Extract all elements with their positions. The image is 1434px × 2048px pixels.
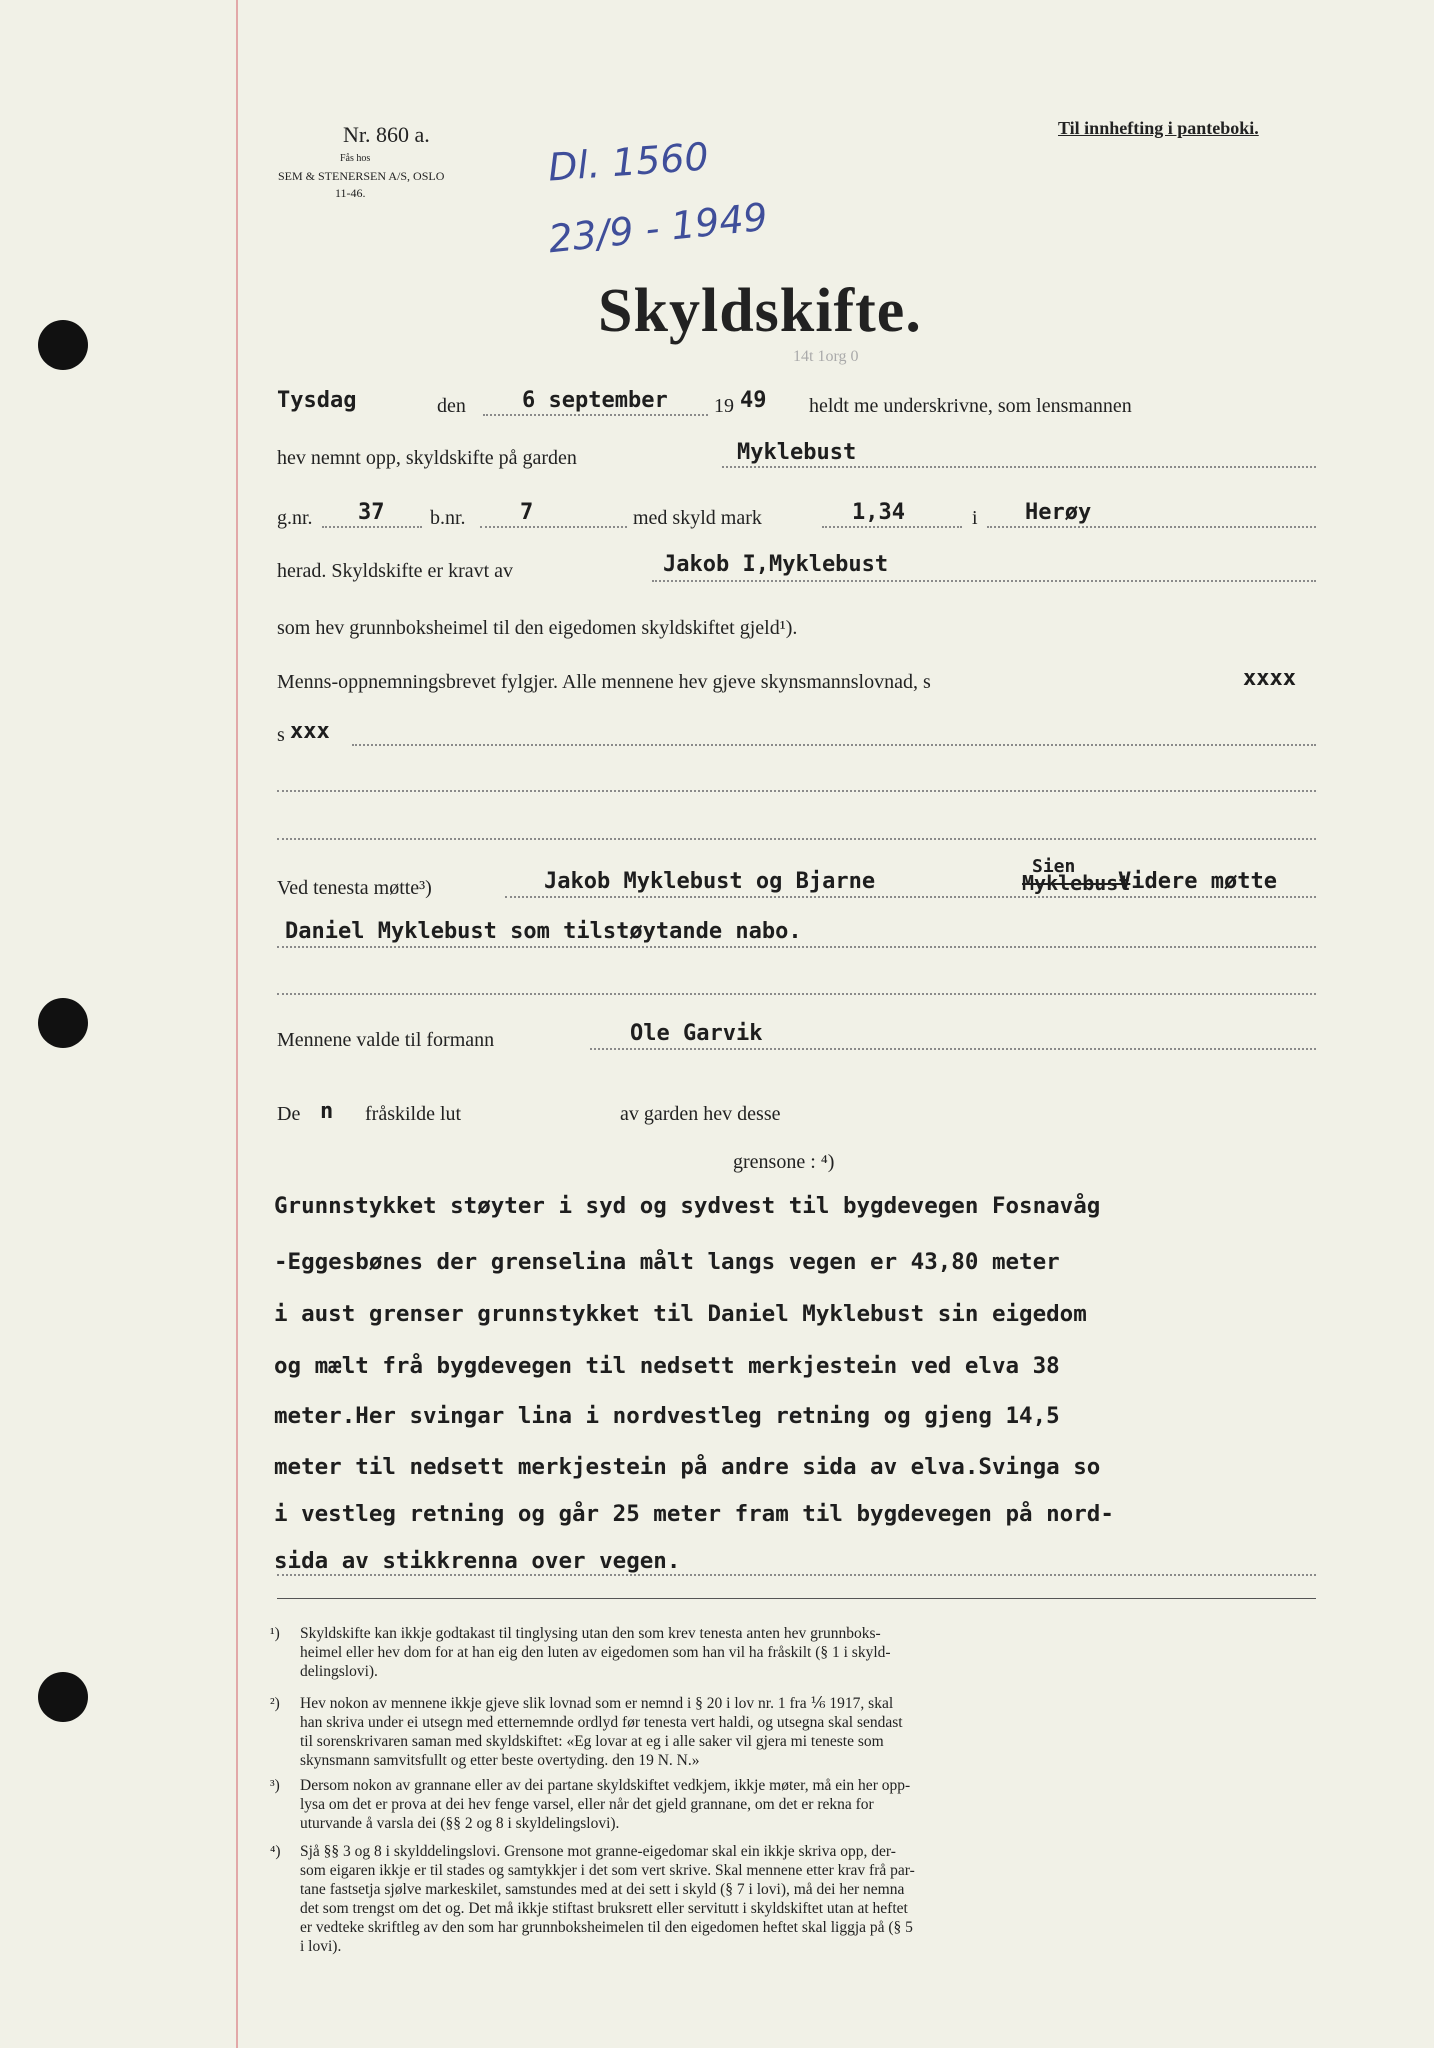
footnote-line: Dersom nokon av grannane eller av dei partane skyldskiftet vedkjem, ikkje møter, må ein her opp- — [300, 1777, 911, 1794]
boundary-line: i vestleg retning og går 25 meter fram til bygdevegen på nord- — [274, 1501, 1114, 1527]
met-value-line2: Daniel Myklebust som tilstøytande nabo. — [285, 919, 802, 944]
boundary-line: Grunnstykket støyter i syd og sydvest til bygdevegen Fosnavåg — [274, 1193, 1101, 1219]
footnote-line: lysa om det er prova at dei hev fenge varsel, eller når det gjeld grannane, om det er rekna for — [300, 1796, 874, 1813]
footnote-line: som eigaren ikkje er til stades og samtykkjer i det som vert skrive. Skal mennene etter krav frå par- — [300, 1862, 915, 1879]
municipality-value: Herøy — [1025, 500, 1092, 525]
form-text: Menns-oppnemningsbrevet fylgjer. Alle mennene hev gjeve skynsmannslovnad, s — [277, 671, 931, 693]
form-text: herad. Skyldskifte er kravt av — [277, 560, 514, 582]
footnote-line: Skyldskifte kan ikkje godtakast til tinglysing utan den som krev tenesta anten hev grunnboks- — [300, 1625, 881, 1642]
date-value: 6 september — [522, 388, 668, 413]
gnr-label: g.nr. — [277, 507, 313, 529]
footnote-line: uturvande å varsla dei (§§ 2 og 8 i skyldelingslovi). — [300, 1815, 620, 1832]
footnote-line: til sorenskrivaren saman med skyldskiftet: «Eg lovar at eg i alle saker vil gjera mi teneste som — [300, 1733, 884, 1750]
farm-value: Myklebust — [737, 440, 857, 465]
gnr-value: 37 — [358, 500, 385, 525]
form-text: fråskilde lut — [365, 1103, 462, 1125]
boundary-line: -Eggesbønes der grenselina målt langs vegen er 43,80 meter — [274, 1249, 1060, 1275]
footnote-line: heimel eller hev dom for at han eig den luten av eigedomen som han vil ha fråskilt (§ 1 i skyld- — [300, 1644, 891, 1661]
footnote-separator — [277, 1598, 1316, 1599]
s-prefix: s — [277, 724, 285, 746]
met-label: Ved tenesta møtte³) — [277, 877, 432, 899]
footnote-line: Sjå §§ 3 og 8 i skylddelingslovi. Grensone mot granne-eigedomar skal ein ikkje skriva opp, der- — [300, 1843, 896, 1860]
form-text: heldt me underskrivne, som lensmannen — [809, 395, 1132, 417]
handwritten-reference: Dl. 1560 — [546, 134, 711, 190]
struck-text: xxx — [290, 719, 330, 744]
form-text: grensone : ⁴) — [733, 1151, 835, 1173]
met-continued: Videre møtte — [1118, 869, 1277, 894]
boundary-line: sida av stikkrenna over vegen. — [274, 1548, 681, 1574]
day-value: Tysdag — [277, 388, 357, 413]
document-title: Skyldskifte. — [598, 277, 922, 345]
boundary-line: meter til nedsett merkjestein på andre sida av elva.Svinga so — [274, 1454, 1101, 1480]
footnote-number: ²) — [270, 1695, 280, 1712]
footnote — [270, 1842, 1320, 1956]
year-prefix: 19 — [714, 395, 734, 417]
footnote-line: i lovi). — [300, 1938, 342, 1955]
bnr-value: 7 — [520, 500, 534, 525]
footnote-line: er vedteke skriftleg av den som har grunnboksheimelen til den eigedomen heftet skal liggja på (§ 5 — [300, 1919, 913, 1936]
footnote-line: han skriva under ei utsegn med etternemnde ordlyd før tenesta vert haldi, og utsegna skal sendast — [300, 1714, 903, 1731]
form-text: av garden hev desse — [620, 1103, 781, 1125]
form-text: Mennene valde til formann — [277, 1029, 495, 1051]
publisher-line: SEM & STENERSEN A/S, OSLO — [278, 169, 445, 183]
publisher-line: Fås hos — [340, 153, 371, 164]
form-number: Nr. 860 a. — [343, 122, 430, 147]
i-label: i — [972, 507, 978, 529]
top-right-note: Til innhefting i panteboki. — [1058, 118, 1259, 138]
footnote — [270, 1694, 1320, 1770]
publisher-line: 11-46. — [335, 186, 366, 200]
form-text: hev nemnt opp, skyldskifte på garden — [277, 447, 577, 469]
met-correction: Sien — [1032, 856, 1076, 877]
punch-hole — [38, 320, 88, 370]
requester-value: Jakob I,Myklebust — [663, 552, 889, 577]
formann-value: Ole Garvik — [630, 1021, 763, 1046]
punch-hole — [38, 1672, 88, 1722]
bnr-label: b.nr. — [430, 507, 466, 529]
met-value: Jakob Myklebust og Bjarne — [544, 869, 876, 894]
footnote-number: ⁴) — [270, 1843, 281, 1860]
footnote — [270, 1776, 1320, 1833]
footnote-line: skynsmann samvitsfullt og etter beste overtyding. den 19 N. N.» — [300, 1752, 700, 1769]
de-label: De — [277, 1103, 301, 1125]
skyld-value: 1,34 — [852, 500, 905, 525]
form-text: som hev grunnboksheimel til den eigedomen skyldskiftet gjeld¹). — [277, 617, 798, 639]
de-n-value: n — [320, 1099, 334, 1124]
year-value: 49 — [740, 388, 767, 413]
footnote-number: ¹) — [270, 1625, 280, 1642]
footnote-line: Hev nokon av mennene ikkje gjeve slik lovnad som er nemnd i § 20 i lov nr. 1 fra ⅙ 1917, skal — [300, 1695, 894, 1712]
punch-hole — [38, 998, 88, 1048]
boundary-line: i aust grenser grunnstykket til Daniel Myklebust sin eigedom — [274, 1301, 1087, 1327]
struck-text: Myklebust — [1022, 871, 1131, 895]
faint-note: 14t 1org 0 — [793, 348, 859, 365]
handwritten-date: 23/9 - 1949 — [546, 194, 770, 262]
footnote-line: det som trengst om det og. Det må ikkje stiftast bruksrett eller servitutt i skyldskiftet utan at heftet — [300, 1900, 908, 1917]
struck-text: xxxx — [1243, 666, 1296, 691]
skyld-label: med skyld mark — [633, 507, 762, 529]
boundary-line: og mælt frå bygdevegen til nedsett merkjestein ved elva 38 — [274, 1353, 1060, 1379]
footnote — [270, 1624, 1320, 1681]
boundary-line: meter.Her svingar lina i nordvestleg retning og gjeng 14,5 — [274, 1403, 1060, 1429]
footnote-line: tane fastsetja sjølve markeskilet, samstundes med at dei sett i skyld (§ 7 i lovi), må dei her nemna — [300, 1881, 905, 1898]
margin-line — [236, 0, 238, 2048]
footnote-line: delingslovi). — [300, 1663, 378, 1680]
den-label: den — [437, 395, 466, 417]
footnote-number: ³) — [270, 1777, 280, 1794]
